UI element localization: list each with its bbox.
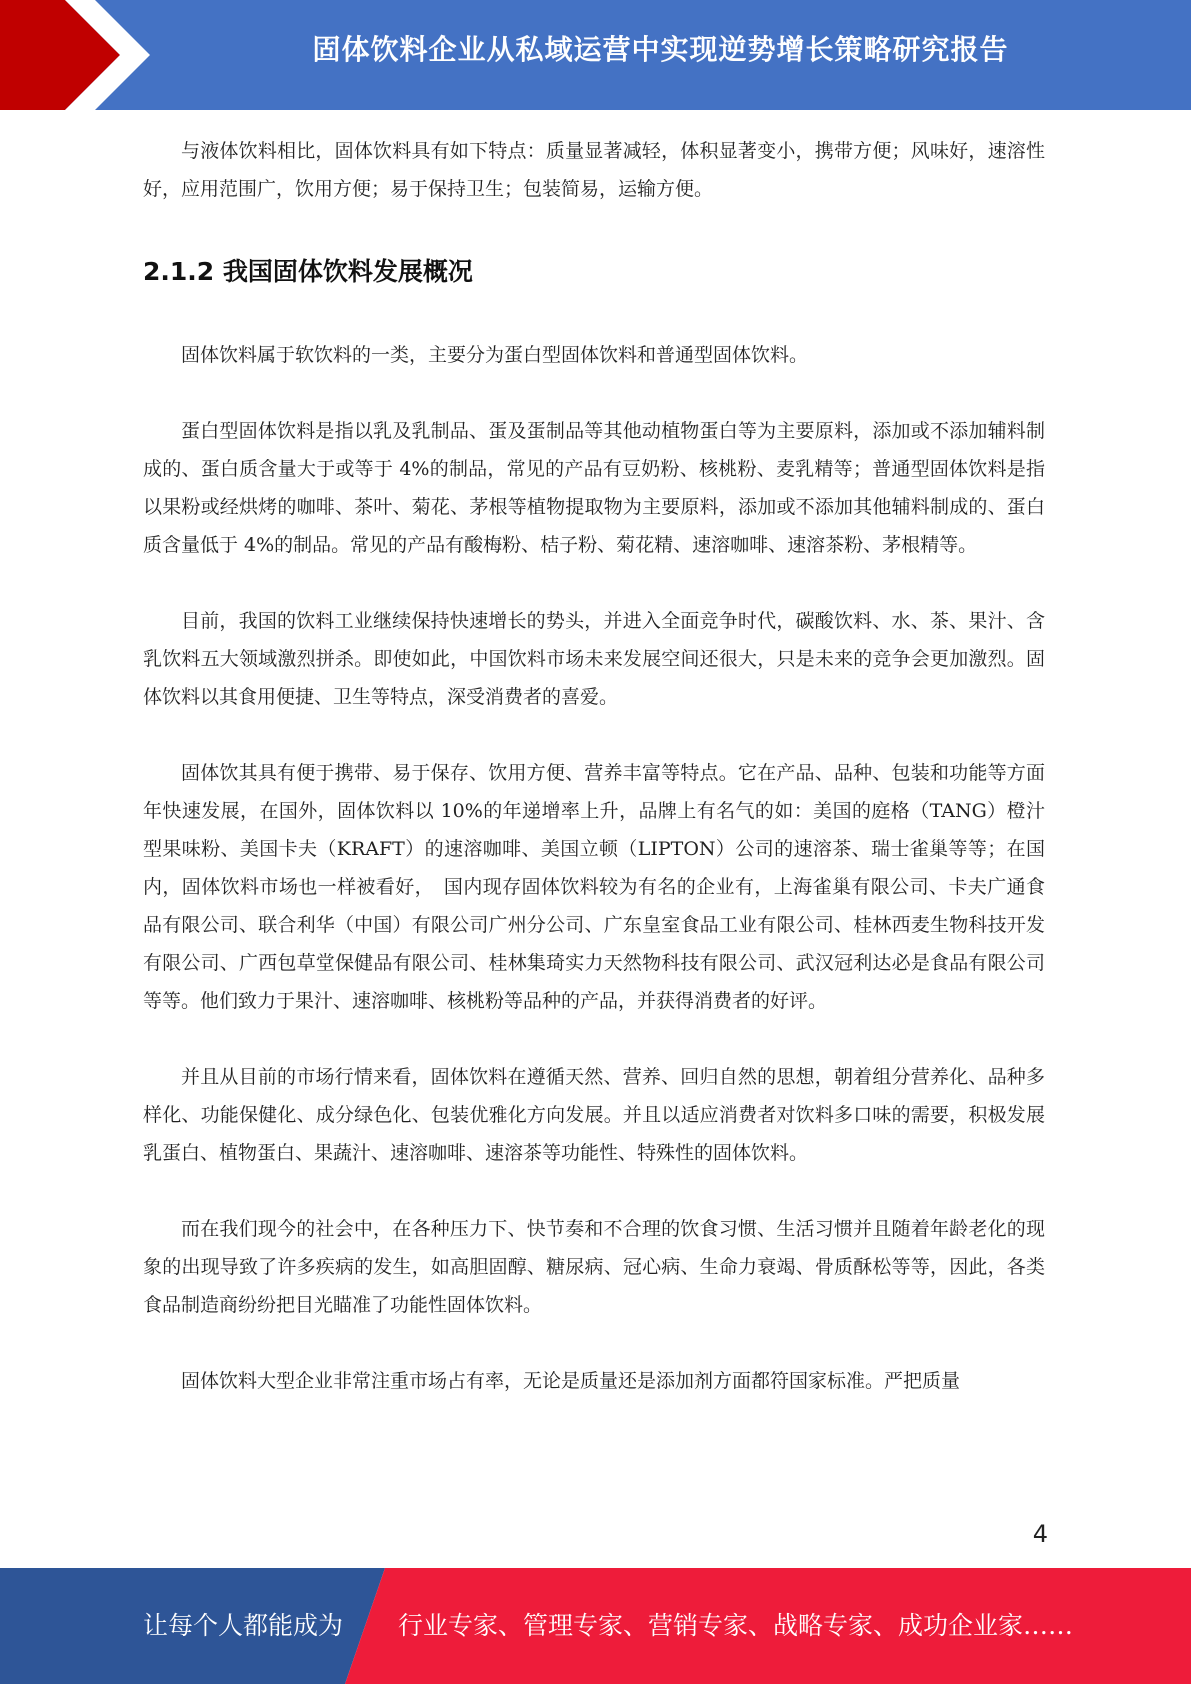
body-paragraph: 目前，我国的饮料工业继续保持快速增长的势头，并进入全面竞争时代，碳酸饮料、水、茶、果汁、含乳饮料五大领域激烈拼杀。即使如此，中国饮料市场未来发展空间还很大，只是未来的竞争会更加激烈。固体饮料以其食用便捷、卫生等特点，深受消费者的喜爱。	[143, 610, 1045, 708]
body-paragraph: 固体饮料大型企业非常注重市场占有率，无论是质量还是添加剂方面都符国家标准。严把质量	[181, 1370, 961, 1392]
body-paragraph: 并且从目前的市场行情来看，固体饮料在遵循天然、营养、回归自然的思想，朝着组分营养化、品种多样化、功能保健化、成分绿色化、包装优雅化方向发展。并且以适应消费者对饮料多口味的需要，积极发展乳蛋白、植物蛋白、果蔬汁、速溶咖啡、速溶茶等功能性、特殊性的固体饮料。	[143, 1066, 1045, 1164]
page-header	[0, 0, 1191, 110]
intro-paragraph: 与液体饮料相比，固体饮料具有如下特点：质量显著减轻，体积显著变小，携带方便；风味好，速溶性好，应用范围广，饮用方便；易于保持卫生；包装简易，运输方便。	[143, 140, 1045, 200]
body-paragraph: 蛋白型固体饮料是指以乳及乳制品、蛋及蛋制品等其他动植物蛋白等为主要原料，添加或不添加辅料制成的、蛋白质含量大于或等于 4%的制品，常见的产品有豆奶粉、核桃粉、麦乳精等；普通型固体饮料是指以果粉或经烘烤的咖啡、茶叶、菊花、茅根等植物提取物为主要原料，添加或不添加其他辅料制成的、蛋白质含量低于 4%的制品。常见的产品有酸梅粉、桔子粉、菊花精、速溶咖啡、速溶茶粉、茅根精等。	[143, 420, 1045, 556]
section-heading: 2.1.2 我国固体饮料发展概况	[143, 257, 473, 286]
body-paragraph: 而在我们现今的社会中，在各种压力下、快节奏和不合理的饮食习惯、生活习惯并且随着年龄老化的现象的出现导致了许多疾病的发生，如高胆固醇、糖尿病、冠心病、生命力衰竭、骨质酥松等等，因此，各类食品制造商纷纷把目光瞄准了功能性固体饮料。	[143, 1218, 1045, 1316]
page-footer	[0, 1568, 1191, 1684]
report-title: 固体饮料企业从私域运营中实现逆势增长策略研究报告	[312, 33, 1009, 66]
page-number: 4	[1032, 1520, 1048, 1548]
footer-slogan-right: 行业专家、管理专家、营销专家、战略专家、成功企业家……	[398, 1611, 1074, 1640]
body-paragraph: 固体饮料属于软饮料的一类，主要分为蛋白型固体饮料和普通型固体饮料。	[181, 344, 809, 366]
footer-slogan-left: 让每个人都能成为	[143, 1611, 344, 1640]
page-body	[143, 132, 1045, 1400]
body-paragraph: 固体饮其具有便于携带、易于保存、饮用方便、营养丰富等特点。它在产品、品种、包装和功能等方面年快速发展，在国外，固体饮料以 10%的年递增率上升，品牌上有名气的如：美国的庭格（TANG）橙汁型果味粉、美国卡夫（KRAFT）的速溶咖啡、美国立顿（LIPTON）公司的速溶茶、瑞士雀巢等等；在国内，固体饮料市场也一样被看好， 国内现存固体饮料较为有名的企业有，上海雀巢有限公司、卡夫广通食品有限公司、联合利华（中国）有限公司广州分公司、广东皇室食品工业有限公司、桂林西麦生物科技开发有限公司、广西包草堂保健品有限公司、桂林集琦实力天然物科技有限公司、武汉冠利达必是食品有限公司等等。他们致力于果汁、速溶咖啡、核桃粉等品种的产品，并获得消费者的好评。	[143, 762, 1045, 1012]
